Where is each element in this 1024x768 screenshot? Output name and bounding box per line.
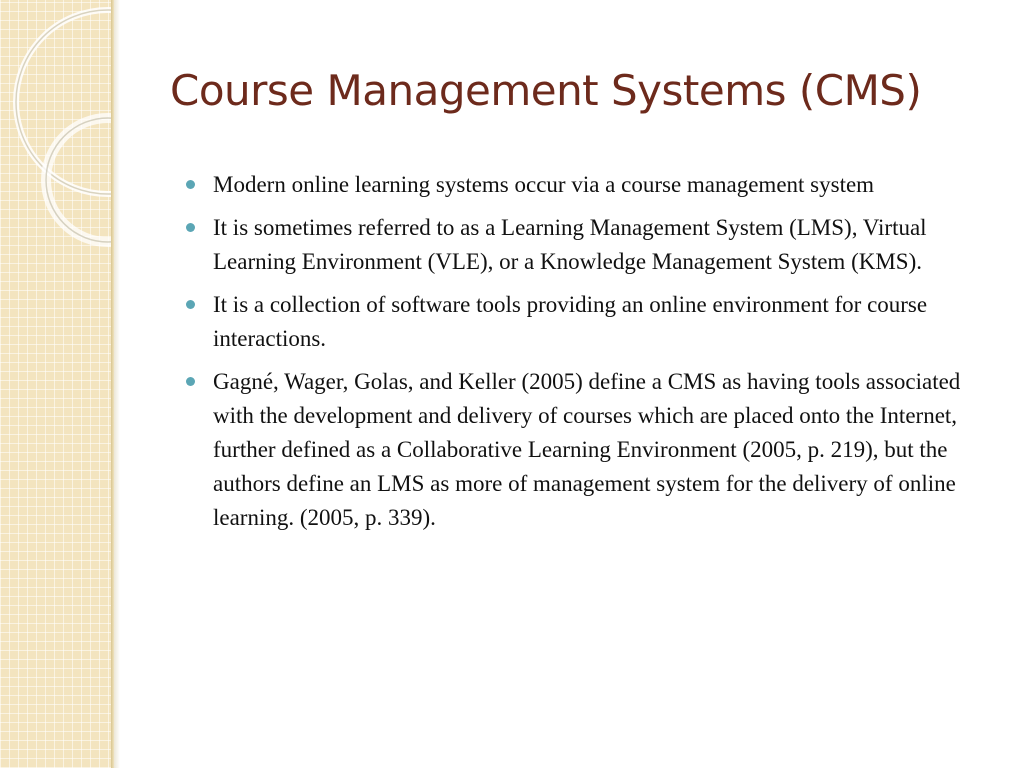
side-band-shadow xyxy=(114,0,120,768)
decorative-rings xyxy=(0,0,113,768)
slide-title: Course Management Systems (CMS) xyxy=(170,66,922,115)
bullet-list xyxy=(186,168,986,544)
bullet-dot-icon xyxy=(186,223,195,232)
decorative-side-band xyxy=(0,0,113,768)
bullet-text: Modern online learning systems occur via a course management system xyxy=(213,172,875,197)
bullet-text: It is sometimes referred to as a Learning Management System (LMS), Virtual Learning Environment (VLE), or a Knowledge Management System (KMS). xyxy=(213,215,927,274)
bullet-item xyxy=(186,365,986,535)
bullet-dot-icon xyxy=(186,300,195,309)
bullet-text: Gagné, Wager, Golas, and Keller (2005) define a CMS as having tools associated with the development and delivery of courses which are placed onto the Internet, further defined as a Collaborative Learning Environment (2005, p. 219), but the authors define an LMS as more of management system for the delivery of online learning. (2005, p. 339). xyxy=(213,369,961,530)
bullet-item xyxy=(186,168,986,202)
bullet-dot-icon xyxy=(186,377,195,386)
bullet-item xyxy=(186,211,986,279)
bullet-text: It is a collection of software tools providing an online environment for course interactions. xyxy=(213,292,928,351)
bullet-item xyxy=(186,288,986,356)
bullet-dot-icon xyxy=(186,180,195,189)
